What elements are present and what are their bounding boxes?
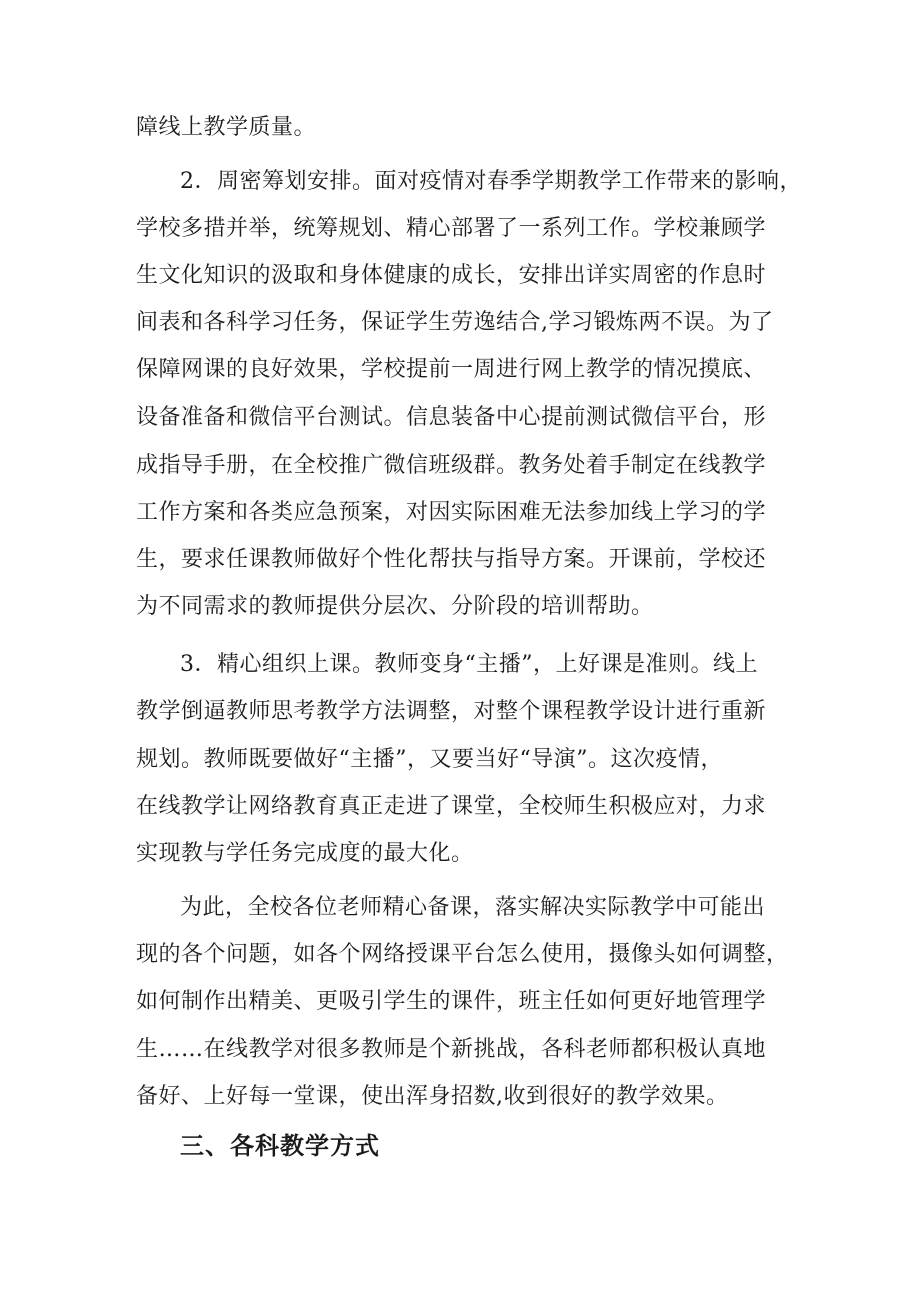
- paragraph-2-line-3: 生文化知识的汲取和身体健康的成长，安排出详实周密的作息时: [136, 263, 767, 288]
- paragraph-2-line-8: 工作方案和各类应急预案，对因实际困难无法参加线上学习的学: [136, 500, 767, 525]
- paragraph-2-line-2: 学校多措并举，统筹规划、精心部署了一系列工作。学校兼顾学: [136, 216, 767, 241]
- paragraph-3-line-5: 实现教与学任务完成度的最大化。: [136, 841, 474, 866]
- paragraph-4-line-1: 为此，全校各位老师精心备课，落实解决实际教学中可能出: [180, 895, 766, 920]
- paragraph-4-line-2: 现的各个问题，如各个网络授课平台怎么使用，摄像头如何调整，: [136, 942, 789, 967]
- section-heading: 三、各科教学方式: [180, 1132, 380, 1160]
- paragraph-4-line-5: 备好、上好每一堂课，使出浑身招数,收到很好的教学效果。: [136, 1084, 729, 1109]
- paragraph-4-line-4: 生……在线教学对很多教师是个新挑战，各科老师都积极认真地: [136, 1037, 767, 1062]
- paragraph-2-line-10: 为不同需求的教师提供分层次、分阶段的培训帮助。: [136, 594, 654, 619]
- paragraph-2-line-1: 2．周密筹划安排。面对疫情对春季学期教学工作带来的影响，: [180, 169, 802, 194]
- paragraph-3-line-4: 在线教学让网络教育真正走进了课堂，全校师生积极应对，力求: [136, 794, 767, 819]
- paragraph-3-line-1: 3．精心组织上课。教师变身“主播”，上好课是准则。线上: [180, 652, 758, 677]
- paragraph-2-line-5: 保障网课的良好效果，学校提前一周进行网上教学的情况摸底、: [136, 357, 767, 382]
- paragraph-3-line-3: 规划。教师既要做好“主播”，又要当好“导演”。这次疫情，: [136, 747, 723, 772]
- paragraph-2-line-9: 生，要求任课教师做好个性化帮扶与指导方案。开课前，学校还: [136, 547, 767, 572]
- paragraph-1-line-1: 障线上教学质量。: [136, 115, 317, 140]
- paragraph-2-line-7: 成指导手册，在全校推广微信班级群。教务处着手制定在线教学: [136, 453, 767, 478]
- paragraph-4-line-3: 如何制作出精美、更吸引学生的课件，班主任如何更好地管理学: [136, 989, 767, 1014]
- paragraph-2-line-4: 间表和各科学习任务，保证学生劳逸结合,学习锻炼两不误。为了: [136, 310, 774, 335]
- paragraph-2-line-6: 设备准备和微信平台测试。信息装备中心提前测试微信平台，形: [136, 405, 767, 430]
- paragraph-3-line-2: 教学倒逼教师思考教学方法调整，对整个课程教学设计进行重新: [136, 699, 767, 724]
